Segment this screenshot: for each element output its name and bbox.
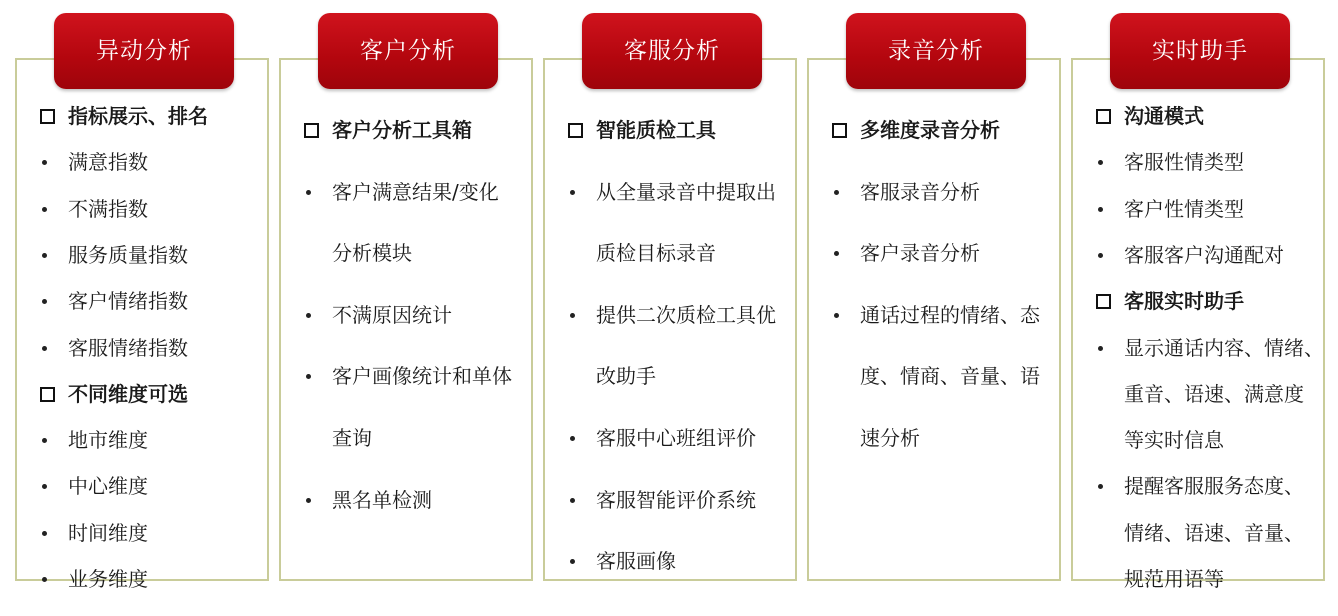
item-text: 速分析 <box>860 426 920 450</box>
bullet-dot-icon <box>566 485 586 515</box>
bullet-dot-icon <box>38 518 58 548</box>
checkbox-square-icon <box>1094 286 1114 316</box>
checkbox-square-icon <box>302 115 322 145</box>
item-text: 提醒客服服务态度、 <box>1124 474 1304 498</box>
customer-analysis-header: 客户分析 <box>318 13 498 89</box>
item-text: 客户录音分析 <box>860 241 980 265</box>
bullet-dot-icon <box>566 300 586 330</box>
item-text: 情绪、语速、音量、 <box>1124 521 1304 545</box>
item-text: 客服情绪指数 <box>68 336 188 360</box>
bullet-dot-icon <box>830 238 850 268</box>
bullet-dot-icon <box>1094 240 1114 270</box>
bullet-dot-icon <box>830 300 850 330</box>
item-text: 黑名单检测 <box>332 488 432 512</box>
bullet-dot-icon <box>566 177 586 207</box>
item-text: 客户性情类型 <box>1124 197 1244 221</box>
checkbox-square-icon <box>38 379 58 409</box>
item-text: 不满原因统计 <box>332 303 452 327</box>
anomaly-analysis-header: 异动分析 <box>54 13 234 89</box>
bullet-dot-icon <box>302 177 322 207</box>
item-text: 分析模块 <box>332 241 412 265</box>
bullet-dot-icon <box>302 485 322 515</box>
item-text: 通话过程的情绪、态 <box>860 303 1040 327</box>
bullet-dot-icon <box>38 147 58 177</box>
checkbox-square-icon <box>566 115 586 145</box>
item-text: 显示通话内容、情绪、 <box>1124 336 1324 360</box>
item-text: 不同维度可选 <box>68 382 188 406</box>
item-text: 指标展示、排名 <box>68 104 208 128</box>
bullet-dot-icon <box>38 240 58 270</box>
item-text: 等实时信息 <box>1124 428 1224 452</box>
bullet-dot-icon <box>38 194 58 224</box>
bullet-dot-icon <box>302 361 322 391</box>
item-text: 多维度录音分析 <box>860 118 1000 142</box>
item-text: 提供二次质检工具优 <box>596 303 776 327</box>
service-analysis-header: 客服分析 <box>582 13 762 89</box>
item-text: 规范用语等 <box>1124 567 1224 591</box>
item-text: 客户分析工具箱 <box>332 118 472 142</box>
item-text: 客服中心班组评价 <box>596 426 756 450</box>
bullet-dot-icon <box>38 286 58 316</box>
bullet-dot-icon <box>38 425 58 455</box>
item-text: 时间维度 <box>68 521 148 545</box>
anomaly-analysis-panel <box>15 58 269 581</box>
item-text: 智能质检工具 <box>596 118 716 142</box>
recording-analysis-header: 录音分析 <box>846 13 1026 89</box>
item-text: 客服实时助手 <box>1124 289 1244 313</box>
bullet-dot-icon <box>302 300 322 330</box>
bullet-dot-icon <box>1094 147 1114 177</box>
checkbox-square-icon <box>1094 101 1114 131</box>
realtime-assistant-header: 实时助手 <box>1110 13 1290 89</box>
item-text: 满意指数 <box>68 150 148 174</box>
bullet-dot-icon <box>1094 194 1114 224</box>
checkbox-square-icon <box>830 115 850 145</box>
item-text: 度、情商、音量、语 <box>860 364 1040 388</box>
item-text: 地市维度 <box>68 428 148 452</box>
item-text: 不满指数 <box>68 197 148 221</box>
item-text: 查询 <box>332 426 372 450</box>
item-text: 重音、语速、满意度 <box>1124 382 1304 406</box>
item-text: 从全量录音中提取出 <box>596 180 776 204</box>
item-text: 沟通模式 <box>1124 104 1204 128</box>
item-text: 客服画像 <box>596 549 676 573</box>
item-text: 客服性情类型 <box>1124 150 1244 174</box>
bullet-dot-icon <box>1094 333 1114 363</box>
bullet-dot-icon <box>830 177 850 207</box>
bullet-dot-icon <box>38 333 58 363</box>
item-text: 客服客户沟通配对 <box>1124 243 1284 267</box>
item-text: 客服录音分析 <box>860 180 980 204</box>
item-text: 质检目标录音 <box>596 241 716 265</box>
bullet-dot-icon <box>38 471 58 501</box>
item-text: 服务质量指数 <box>68 243 188 267</box>
item-text: 客户情绪指数 <box>68 289 188 313</box>
bullet-dot-icon <box>1094 471 1114 501</box>
item-text: 客服智能评价系统 <box>596 488 756 512</box>
bullet-dot-icon <box>566 546 586 576</box>
item-text: 改助手 <box>596 364 656 388</box>
item-text: 业务维度 <box>68 567 148 591</box>
item-text: 客户画像统计和单体 <box>332 364 512 388</box>
bullet-dot-icon <box>566 423 586 453</box>
realtime-assistant-panel <box>1071 58 1325 581</box>
item-text: 中心维度 <box>68 474 148 498</box>
item-text: 客户满意结果/变化 <box>332 180 499 204</box>
bullet-dot-icon <box>38 564 58 594</box>
checkbox-square-icon <box>38 101 58 131</box>
